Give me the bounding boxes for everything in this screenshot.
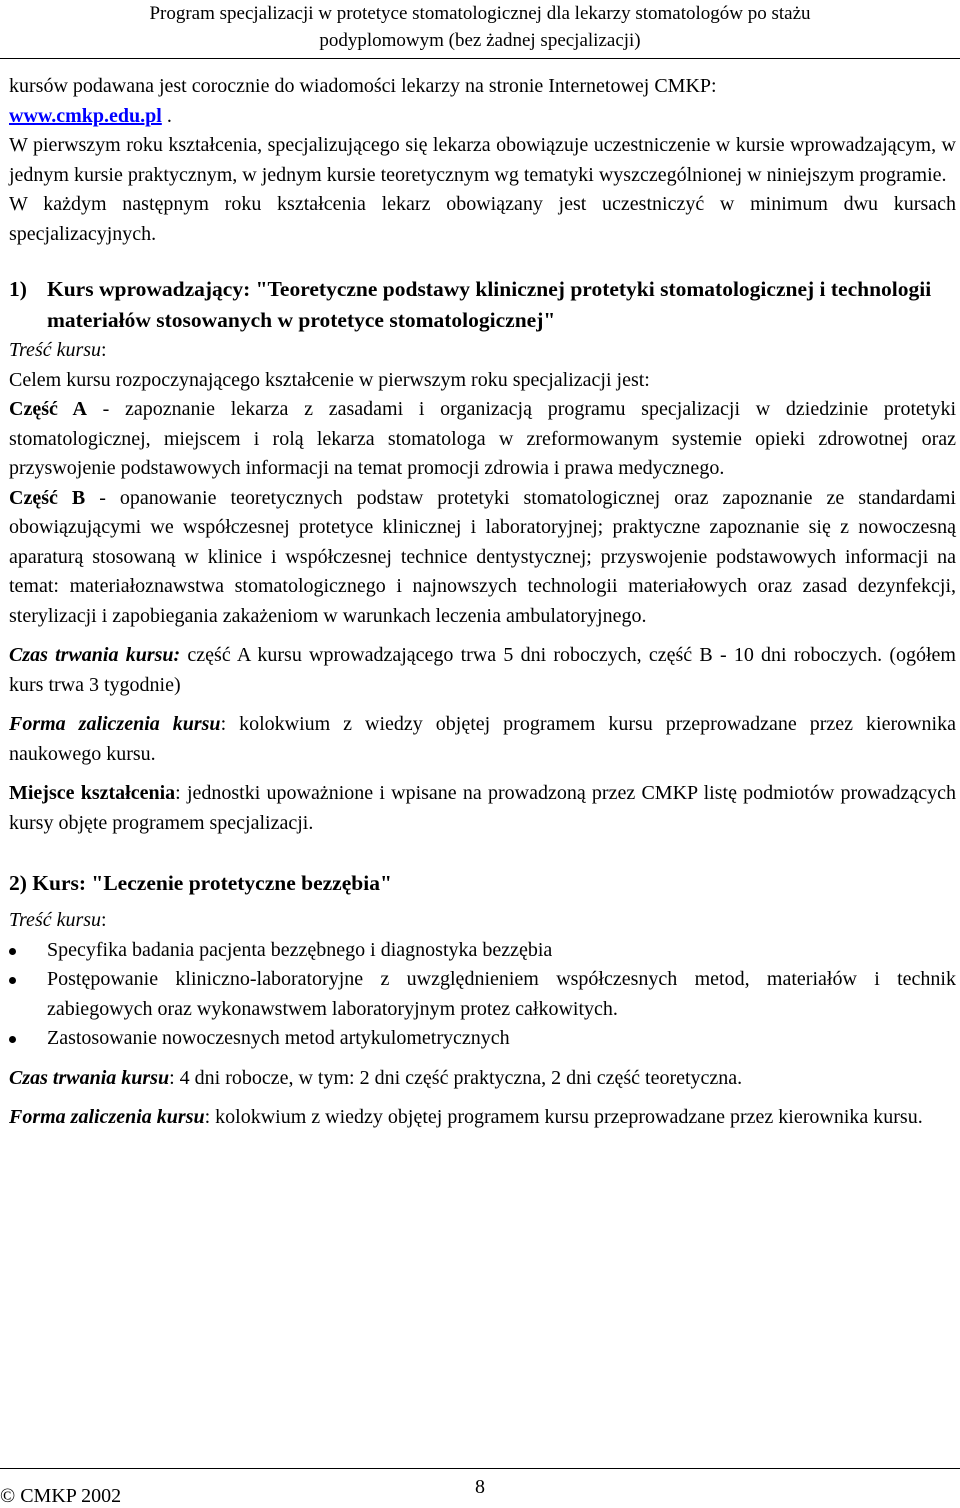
course-1-part-b [9,484,956,632]
list-item-text: Specyfika badania pacjenta bezzębnego i diagnostyka bezzębia [47,938,553,961]
spacer [9,700,956,710]
course-1-form [9,710,956,769]
intro-paragraph-1 [9,72,956,131]
course-2-title: 2) Kurs: "Leczenie protetyczne bezzębia" [9,871,392,895]
course-2-content-heading [9,906,956,936]
course-1-goal: Celem kursu rozpoczynającego kształcenie w pierwszym roku specjalizacji jest: [9,368,650,391]
duration-label: Czas trwania kursu [9,1066,170,1089]
course-1-number: 1) [9,277,27,301]
intro-paragraph-2: W pierwszym roku kształcenia, specjalizującego się lekarza obowiązuje uczestniczenie w kursie wprowadzającym, w jednym kursie praktycznym, w jednym kursie teoretycznym wg tematyki wyszczególnionej w niniejszym programie. [9,134,956,186]
part-a-label: Część A [9,398,87,420]
list-item-text: Postępowanie kliniczno-laboratoryjne z uwzględnieniem współczesnych metod, materiałów i technik zabiegowych oraz wykonawstwem laboratoryjnym protez całkowitych. [47,968,956,1020]
spacer [9,631,956,641]
course-1-part-a [9,395,956,484]
copyright-notice: © CMKP 2002 [0,1485,122,1507]
form-text: : kolokwium z wiedzy objętej programem kursu przeprowadzane przez kierownika naukowego kursu. [9,713,956,765]
intro-link-tail: . [161,104,172,127]
part-b-label: Część B [9,486,86,509]
footer-rule [0,1468,960,1469]
header-rule [0,58,960,59]
part-a-text: - zapoznanie lekarza z zasadami i organizacją programu specjalizacji w dziedzinie protetyki stomatologicznej, miejscem i rolą lekarza stomatologa w zreformowanym systemie opieki zdrowotnej oraz przyswojenie podstawowych informacji na temat promocji zdrowia i prawa medycznego. [9,398,957,479]
header-line-2: podyplomowym (bez żadnej specjalizacji) [319,30,641,51]
course-2-duration [9,1064,956,1094]
page-footer [0,1475,960,1507]
place-text: : jednostki upoważnione i wpisane na prowadzoną przez CMKP listę podmiotów prowadzących kursy objęte programem specjalizacji. [9,782,956,834]
spacer [9,769,956,779]
list-item [9,936,956,966]
intro-text: kursów podawana jest corocznie do wiadomości lekarzy na stronie Internetowej CMKP: [9,75,717,97]
list-item [9,1024,956,1054]
content-label: Treść kursu [9,339,102,361]
list-item-text: Zastosowanie nowoczesnych metod artykulometrycznych [47,1027,510,1049]
cmkp-website-link[interactable]: www.cmkp.edu.pl [9,104,162,127]
bullet-icon [9,948,16,955]
page-body [9,72,956,1133]
list-item [9,965,956,1024]
course-1-place [9,779,956,838]
spacer [9,1054,956,1064]
course-2-topic-list [9,936,956,1054]
duration-label: Czas trwania kursu: [9,644,181,666]
content-colon: : [101,339,107,361]
spacer [9,1093,956,1103]
place-label: Miejsce kształcenia [9,782,176,804]
intro-paragraph-3: W każdym następnym roku kształcenia lekarz obowiązany jest uczestniczyć w minimum dwu kursach specjalizacyjnych. [9,193,956,245]
form-label: Forma zaliczenia kursu [9,1106,205,1128]
bullet-icon [9,1036,16,1043]
form-label: Forma zaliczenia kursu [9,713,221,735]
content-label: Treść kursu [9,909,102,931]
page-number: 8 [475,1476,485,1498]
course-1-title-text: Kurs wprowadzający: "Teoretyczne podstawy klinicznej protetyki stomatologicznej i technologii materiałów stosowanych w protetyce stomatologicznej" [47,277,932,332]
header-line-1: Program specjalizacji w protetyce stomatologicznej dla lekarzy stomatologów po stażu [149,3,811,24]
course-1-title [9,274,956,336]
course-1-content-heading [9,336,956,366]
duration-text: część A kursu wprowadzającego trwa 5 dni roboczych, część B - 10 dni roboczych. (ogółem kurs trwa 3 tygodnie) [9,644,956,696]
duration-text: : 4 dni robocze, w tym: 2 dni część praktyczna, 2 dni część teoretyczna. [169,1066,743,1089]
content-colon: : [101,909,107,931]
form-text: : kolokwium z wiedzy objętej programem kursu przeprowadzane przez kierownika kursu. [204,1106,923,1128]
course-1-duration [9,641,956,700]
running-header [0,0,960,58]
course-2-form [9,1103,956,1133]
bullet-icon [9,977,16,984]
part-b-text: - opanowanie teoretycznych podstaw protetyki stomatologicznej oraz zapoznanie ze standardami obowiązującymi we współczesnej protetyce klinicznej i laboratoryjnej; praktyczne zapoznanie się z nowoczesną aparaturą stosowaną w klinice i współczesnej technice dentystycznej; przyswojenie podstawowych informacji na temat: materiałoznawstwa stomatologicznego i najnowszych technologii materiałowych oraz zasad dezynfekcji, sterylizacji i zapobiegania zakażeniom w warunkach leczenia ambulatoryjnego. [9,486,956,627]
